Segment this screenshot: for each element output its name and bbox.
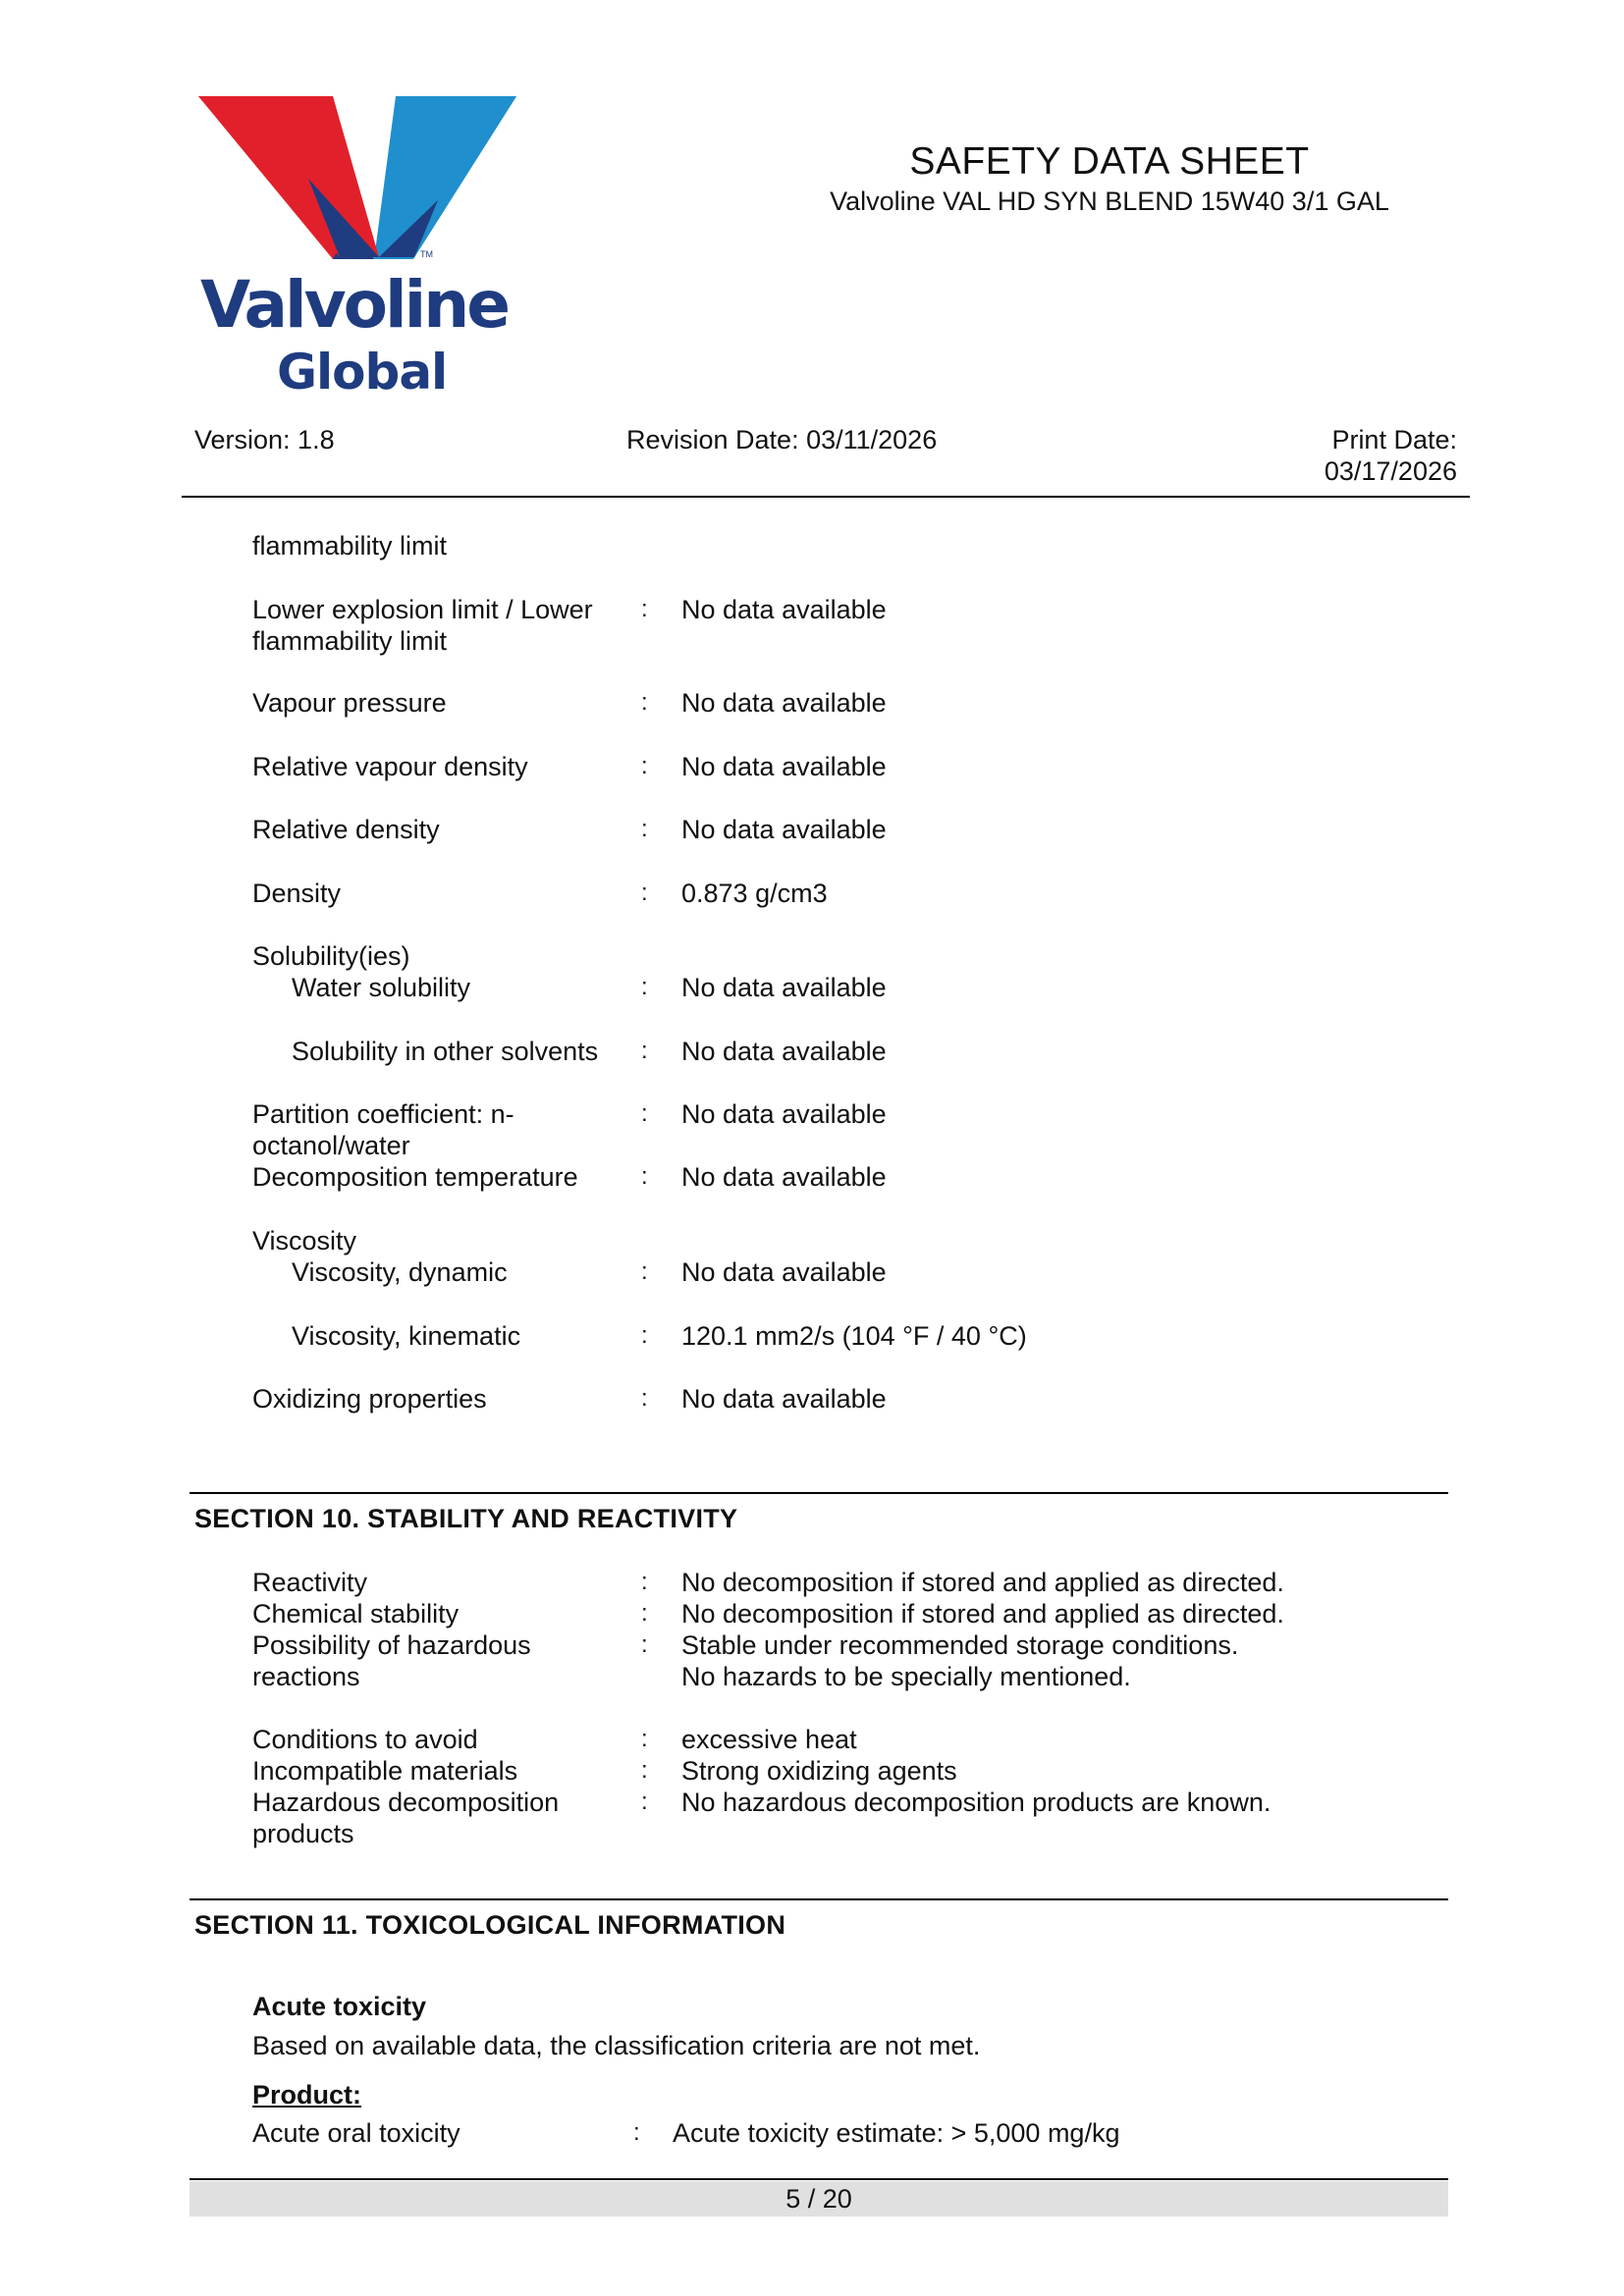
viscosity-kinematic-label: Viscosity, kinematic [292, 1321, 521, 1351]
logo-subtext: Global [277, 344, 448, 400]
section-11-rule [189, 1898, 1448, 1900]
decomposition-temperature-label: Decomposition temperature [252, 1162, 578, 1192]
lel-label-2: flammability limit [252, 626, 448, 656]
oxidizing-properties-value: No data available [681, 1384, 887, 1414]
product-name: Valvoline VAL HD SYN BLEND 15W40 3/1 GAL [830, 187, 1389, 216]
carry-label: flammability limit [252, 531, 448, 561]
partition-coefficient-label: Partition coefficient: n- [252, 1099, 514, 1129]
chemical-stability-label: Chemical stability [252, 1599, 460, 1629]
page-number: 5 / 20 [189, 2181, 1448, 2216]
section-11-title: SECTION 11. TOXICOLOGICAL INFORMATION [194, 1910, 786, 1940]
section-10-rule [189, 1492, 1448, 1494]
colon: : [641, 1600, 648, 1627]
colon: : [641, 689, 648, 716]
conditions-to-avoid-label: Conditions to avoid [252, 1725, 478, 1754]
water-solubility-label: Water solubility [292, 973, 471, 1002]
hazardous-decomposition-label-2: products [252, 1819, 354, 1848]
reactivity-label: Reactivity [252, 1568, 368, 1597]
lel-value: No data available [681, 595, 887, 624]
hazardous-decomposition-label: Hazardous decomposition [252, 1788, 560, 1817]
solubility-other-value: No data available [681, 1037, 887, 1066]
vapour-pressure-label: Vapour pressure [252, 688, 447, 718]
document-title: SAFETY DATA SHEET [909, 140, 1310, 183]
partition-coefficient-value: No data available [681, 1099, 887, 1129]
vapour-pressure-value: No data available [681, 688, 887, 718]
colon: : [641, 1163, 648, 1190]
density-label: Density [252, 879, 342, 908]
decomposition-temperature-value: No data available [681, 1162, 887, 1192]
hazardous-decomposition-value: No hazardous decomposition products are known. [681, 1788, 1272, 1817]
density-value: 0.873 g/cm3 [681, 879, 828, 908]
logo-tm: TM [420, 249, 433, 259]
viscosity-dynamic-value: No data available [681, 1257, 887, 1287]
colon: : [641, 1258, 648, 1285]
colon: : [641, 1726, 648, 1752]
relative-vapour-density-label: Relative vapour density [252, 752, 528, 781]
acute-oral-toxicity-label: Acute oral toxicity [252, 2118, 460, 2148]
conditions-to-avoid-value: excessive heat [681, 1725, 857, 1754]
viscosity-dynamic-label: Viscosity, dynamic [292, 1257, 508, 1287]
incompatible-materials-value: Strong oxidizing agents [681, 1756, 957, 1786]
colon: : [641, 1789, 648, 1815]
header-rule [182, 496, 1470, 498]
relative-density-value: No data available [681, 815, 887, 844]
hazardous-reactions-value-2: No hazards to be specially mentioned. [681, 1662, 1131, 1691]
colon: : [641, 880, 648, 906]
colon: : [641, 1038, 648, 1064]
acute-toxicity-heading: Acute toxicity [252, 1992, 427, 2021]
product-heading: Product: [252, 2080, 361, 2109]
relative-density-label: Relative density [252, 815, 440, 844]
relative-vapour-density-value: No data available [681, 752, 887, 781]
print-date: 03/17/2026 [1324, 456, 1457, 486]
colon: : [641, 753, 648, 779]
viscosity-group-label: Viscosity [252, 1226, 357, 1255]
reactivity-value: No decomposition if stored and applied as directed. [681, 1568, 1284, 1597]
colon: : [641, 974, 648, 1000]
acute-oral-toxicity-value: Acute toxicity estimate: > 5,000 mg/kg [673, 2118, 1120, 2148]
version: Version: 1.8 [194, 425, 335, 454]
section-10-title: SECTION 10. STABILITY AND REACTIVITY [194, 1504, 738, 1533]
water-solubility-value: No data available [681, 973, 887, 1002]
chemical-stability-value: No decomposition if stored and applied as directed. [681, 1599, 1284, 1629]
print-date-label: Print Date: [1331, 425, 1457, 454]
colon: : [641, 1569, 648, 1595]
colon: : [641, 1385, 648, 1412]
colon: : [641, 816, 648, 842]
lel-label: Lower explosion limit / Lower [252, 595, 593, 624]
footer-rule [189, 2178, 1448, 2180]
solubility-other-label: Solubility in other solvents [292, 1037, 599, 1066]
colon: : [641, 1100, 648, 1127]
colon: : [641, 596, 648, 622]
colon: : [641, 1631, 648, 1658]
colon: : [641, 1757, 648, 1784]
solubility-group-label: Solubility(ies) [252, 941, 410, 971]
acute-toxicity-text: Based on available data, the classification criteria are not met. [252, 2031, 981, 2060]
oxidizing-properties-label: Oxidizing properties [252, 1384, 487, 1414]
logo-wordmark: Valvoline [200, 267, 508, 343]
viscosity-kinematic-value: 120.1 mm2/s (104 °F / 40 °C) [681, 1321, 1027, 1351]
incompatible-materials-label: Incompatible materials [252, 1756, 518, 1786]
partition-coefficient-label-2: octanol/water [252, 1131, 410, 1160]
colon: : [633, 2119, 640, 2146]
hazardous-reactions-value: Stable under recommended storage conditions. [681, 1630, 1239, 1660]
logo-v-overlay [192, 90, 536, 267]
colon: : [641, 1322, 648, 1349]
hazardous-reactions-label-2: reactions [252, 1662, 360, 1691]
revision-date: Revision Date: 03/11/2026 [626, 425, 938, 454]
hazardous-reactions-label: Possibility of hazardous [252, 1630, 531, 1660]
